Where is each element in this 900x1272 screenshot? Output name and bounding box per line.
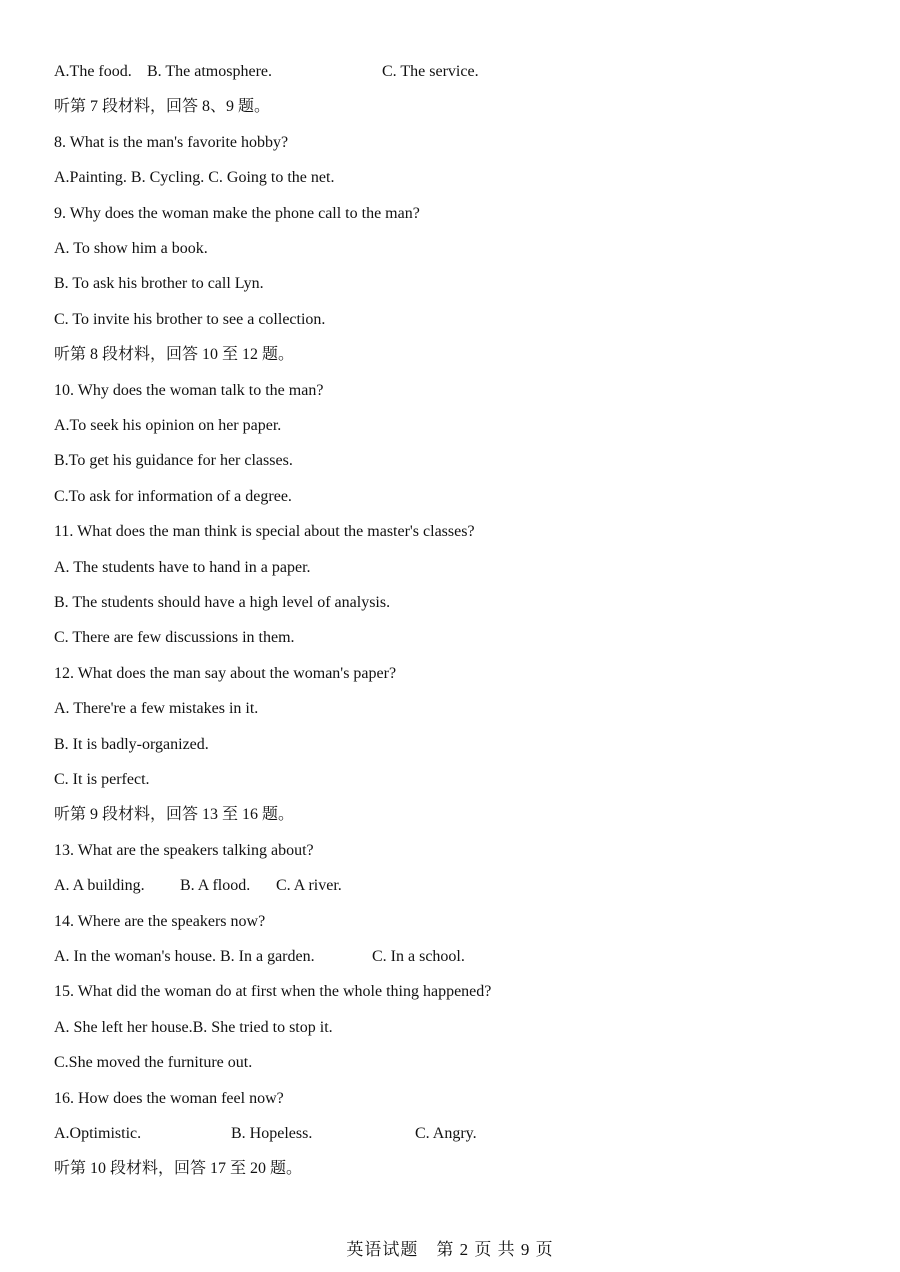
question-9: 9. Why does the woman make the phone call to the man? [54, 205, 420, 222]
section-heading-8: 听第 8 段材料，回答 10 至 12 题。 [54, 346, 295, 363]
option-11b: B. The students should have a high level of analysis. [54, 594, 391, 611]
option-12b: B. It is badly-organized. [54, 736, 209, 753]
option-b: B. The atmosphere. [147, 63, 273, 80]
option-16a: A.Optimistic. [54, 1125, 142, 1142]
option-10b: B.To get his guidance for her classes. [54, 452, 293, 469]
option-10a: A.To seek his opinion on her paper. [54, 417, 282, 434]
option-12c: C. It is perfect. [54, 771, 150, 788]
option-9a: A. To show him a book. [54, 240, 208, 257]
section-heading-10: 听第 10 段材料，回答 17 至 20 题。 [54, 1160, 303, 1177]
option-10c: C.To ask for information of a degree. [54, 488, 292, 505]
section-heading-9: 听第 9 段材料，回答 13 至 16 题。 [54, 806, 295, 823]
option-13a: A. A building. [54, 877, 145, 894]
options-q8: A.Painting. B. Cycling. C. Going to the net. [54, 169, 335, 186]
option-15c: C.She moved the furniture out. [54, 1054, 253, 1071]
option-15ab: A. She left her house.B. She tried to stop it. [54, 1019, 333, 1036]
option-16c: C. Angry. [415, 1125, 477, 1142]
option-9c: C. To invite his brother to see a collection. [54, 311, 326, 328]
question-11: 11. What does the man think is special about the master's classes? [54, 523, 475, 540]
option-a: A.The food. [54, 63, 132, 80]
option-11a: A. The students have to hand in a paper. [54, 559, 311, 576]
question-16: 16. How does the woman feel now? [54, 1090, 284, 1107]
option-16b: B. Hopeless. [231, 1125, 313, 1142]
option-c: C. The service. [382, 63, 479, 80]
question-15: 15. What did the woman do at first when the whole thing happened? [54, 983, 492, 1000]
question-13: 13. What are the speakers talking about? [54, 842, 314, 859]
option-14ab: A. In the woman's house. B. In a garden. [54, 948, 315, 965]
option-12a: A. There're a few mistakes in it. [54, 700, 259, 717]
question-14: 14. Where are the speakers now? [54, 913, 266, 930]
page-footer: 英语试题 第 2 页 共 9 页 [346, 1240, 554, 1259]
question-12: 12. What does the man say about the woman's paper? [54, 665, 397, 682]
option-9b: B. To ask his brother to call Lyn. [54, 275, 264, 292]
option-11c: C. There are few discussions in them. [54, 629, 295, 646]
section-heading-7: 听第 7 段材料，回答 8、9 题。 [54, 98, 271, 115]
question-8: 8. What is the man's favorite hobby? [54, 134, 289, 151]
option-13b: B. A flood. [180, 877, 251, 894]
question-10: 10. Why does the woman talk to the man? [54, 382, 324, 399]
option-14c: C. In a school. [372, 948, 465, 965]
option-13c: C. A river. [276, 877, 342, 894]
